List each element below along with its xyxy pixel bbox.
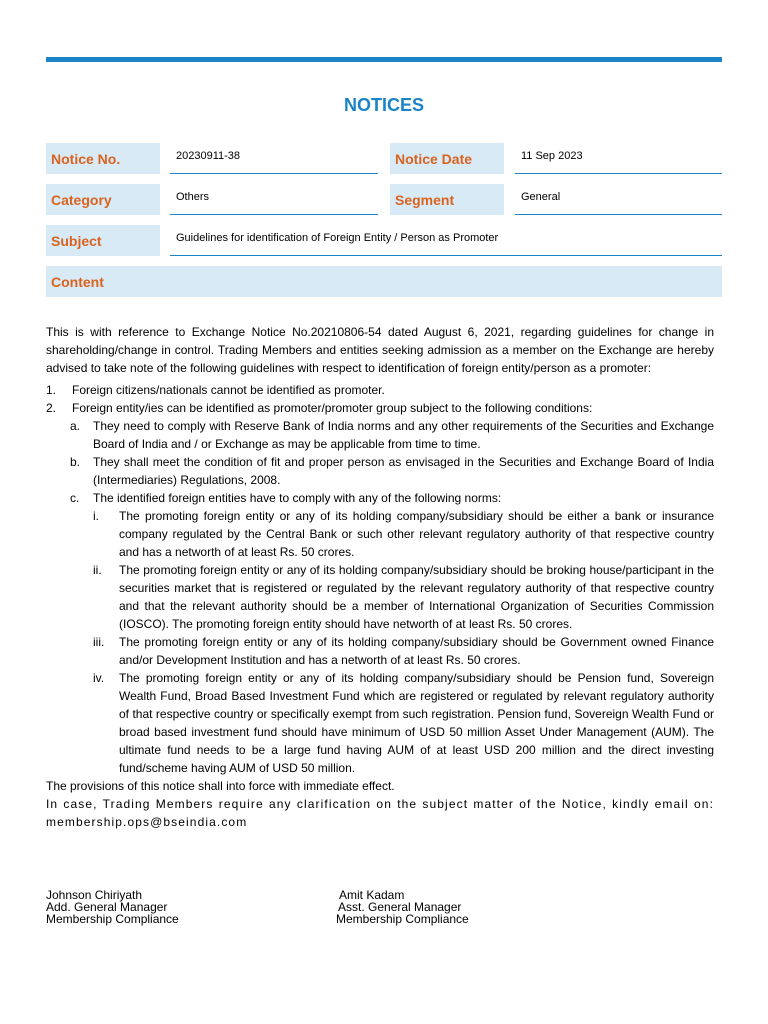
norm-item: iv. The promoting foreign entity or any of its holding company/subsidiary should be Pension fund, Sovereign Wealth Fund, Broad Based Investment Fund which are registered or regulated by relevant regulatory authority of that respective country or specifically exempt from such registration. Pension fund, Sovereign Wealth Fund or broad based investment fund should have minimum of USD 50 million Asset Under Management (AUM). The ultimate fund needs to be a large fund having AUM of at least USD 200 million and the direct investing fund/scheme having AUM of USD 50 million. [93, 671, 714, 775]
intro-paragraph: This is with reference to Exchange Notice No.20210806-54 dated August 6, 2021, regarding guidelines for change in shareholding/change in control. Trading Members and entities seeking admission as a member on the Exchange are hereby advised to take note of the following guidelines with respect to identification of foreign entity/person as a promoter: [46, 325, 714, 375]
norm-item: i. The promoting foreign entity or any of its holding company/subsidiary should be either a bank or insurance company regulated by the Central Bank or such other relevant regulatory authority of that respective country and has a networth of at least Rs. 50 crores. [93, 509, 714, 559]
signatory-name: Johnson Chiriyath [46, 888, 143, 902]
subject-value: Guidelines for identification of Foreign Entity / Person as Promoter [170, 225, 722, 256]
signatory-title: Add. General Manager [46, 900, 168, 914]
notice-date-value: 11 Sep 2023 [515, 143, 722, 174]
list-item: 2. Foreign entity/ies can be identified as promoter/promoter group subject to the following conditions: [46, 401, 593, 415]
signatory-2 [336, 889, 469, 925]
signatory-dept: Membership Compliance [336, 912, 469, 926]
signatory-name: Amit Kadam [339, 888, 405, 902]
signatory-title: Asst. General Manager [338, 900, 462, 914]
sub-list-item: b. They shall meet the condition of fit and proper person as envisaged in the Securities and Exchange Board of India (Intermediaries) Regulations, 2008. [70, 455, 714, 487]
sub-list-item: a. They need to comply with Reserve Bank of India norms and any other requirements of the Securities and Exchange Board of India and / or Exchange as may be applicable from time to time. [70, 419, 714, 451]
norm-item: iii. The promoting foreign entity or any of its holding company/subsidiary should be Government owned Finance and/or Development Institution and has a networth of at least Rs. 50 crores. [93, 635, 714, 667]
notice-no-value: 20230911-38 [170, 143, 378, 174]
content-label: Content [46, 266, 722, 297]
segment-value: General [515, 184, 722, 215]
subject-label: Subject [46, 225, 160, 256]
notice-body [46, 323, 714, 831]
category-value: Others [170, 184, 378, 215]
notice-date-label: Notice Date [390, 143, 504, 174]
page-title: NOTICES [343, 95, 424, 115]
signatory-1 [46, 889, 179, 925]
signatory-dept: Membership Compliance [46, 912, 179, 926]
notice-no-label: Notice No. [46, 143, 160, 174]
clarification-text: In case, Trading Members require any clarification on the subject matter of the Notice, kindly email on: membership.ops@bseindia.com [46, 797, 714, 829]
category-label: Category [46, 184, 160, 215]
segment-label: Segment [390, 184, 504, 215]
sub-list-item: c. The identified foreign entities have to comply with any of the following norms: [70, 491, 502, 505]
header-rule [46, 57, 722, 62]
provisions-text: The provisions of this notice shall into force with immediate effect. [46, 779, 395, 793]
norm-item: ii. The promoting foreign entity or any of its holding company/subsidiary should be broking house/participant in the securities market that is registered or regulated by the relevant regulatory authority of that respective country and that the relevant authority should be a member of International Organization of Securities Commission (IOSCO). The promoting foreign entity should have networth of at least Rs. 50 crores. [93, 563, 714, 631]
list-item: 1. Foreign citizens/nationals cannot be identified as promoter. [46, 383, 385, 397]
